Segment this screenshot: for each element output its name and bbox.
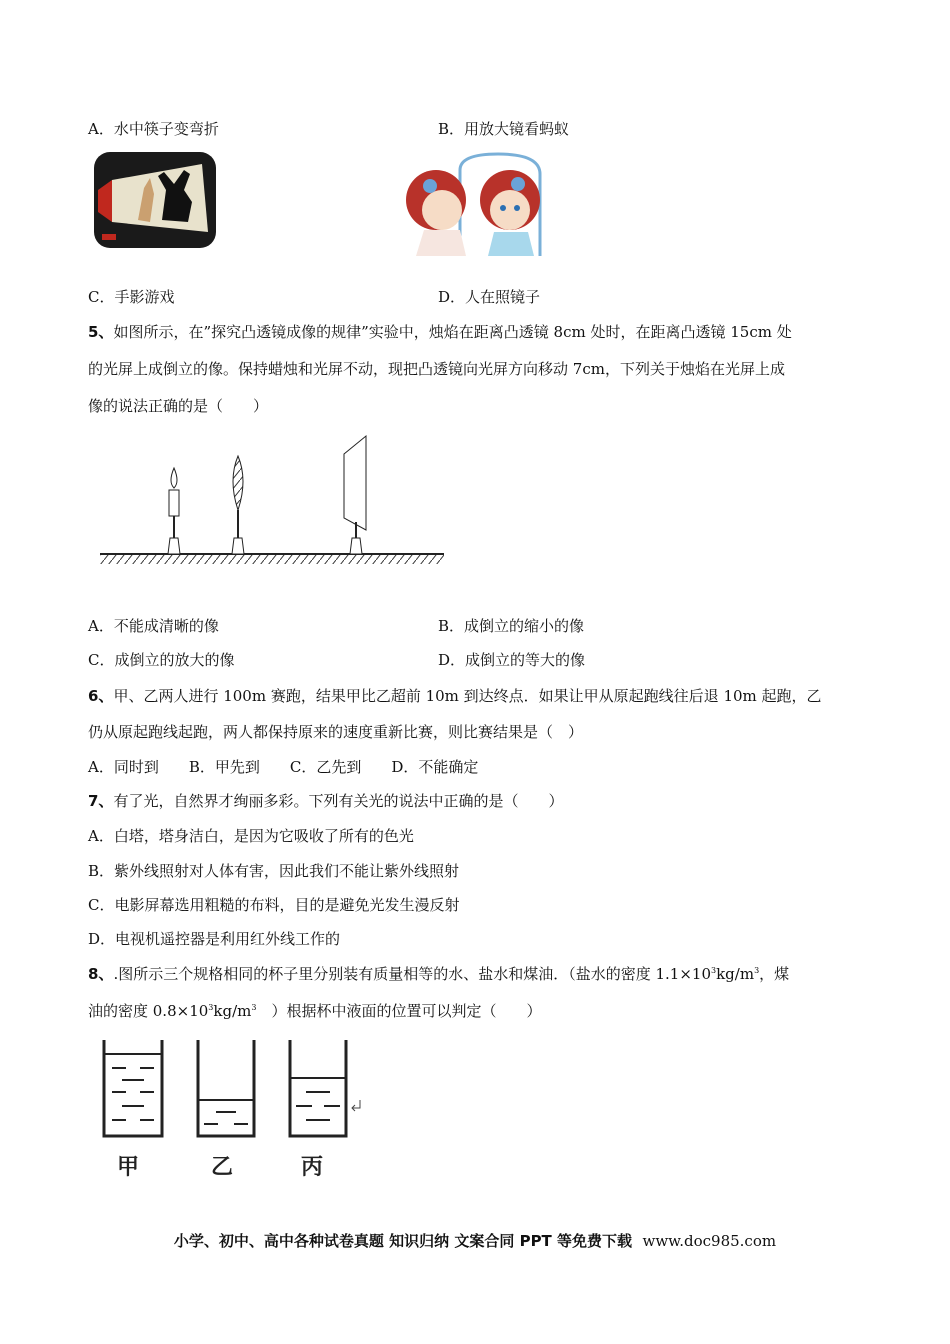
lens-experiment-figure bbox=[96, 430, 448, 570]
q8-text-line1: 8、.图所示三个规格相同的杯子里分别装有质量相等的水、盐水和煤油．（盐水的密度 $1.1\times 10^3kg/m^3$，煤 bbox=[88, 965, 790, 983]
q4-option-a: A．水中筷子变弯折 bbox=[88, 120, 219, 138]
cup-label-jia: 甲 bbox=[116, 1155, 140, 1180]
cup-yi bbox=[198, 1040, 254, 1136]
q6-number: 6、 bbox=[88, 687, 114, 705]
q5-text-line2: 的光屏上成倒立的像。保持蜡烛和光屏不动，现把凸透镜向光屏方向移动 7cm，下列关于烛焰在光屏上成 bbox=[88, 360, 785, 378]
q6-options: A．同时到 B．甲先到 C．乙先到 D．不能确定 bbox=[88, 758, 479, 776]
q5-number: 5、 bbox=[88, 323, 114, 341]
footer bbox=[0, 1230, 950, 1251]
mirror-girls-image bbox=[402, 150, 552, 256]
q5-option-c: C．成倒立的放大的像 bbox=[88, 651, 235, 669]
q5-option-b: B．成倒立的缩小的像 bbox=[438, 617, 585, 635]
q5-text-line1: 5、如图所示，在”探究凸透镜成像的规律”实验中，烛焰在距离凸透镜 8cm 处时，在距离凸透镜 15cm 处 bbox=[88, 323, 792, 341]
q4-option-c: C．手影游戏 bbox=[88, 288, 175, 306]
q7-option-b: B．紫外线照射对人体有害，因此我们不能让紫外线照射 bbox=[88, 862, 460, 880]
q7-number: 7、 bbox=[88, 792, 114, 810]
footer-url[interactable]: www.doc985.com bbox=[642, 1232, 777, 1250]
q7-option-d: D．电视机遥控器是利用红外线工作的 bbox=[88, 930, 341, 948]
q5-option-d: D．成倒立的等大的像 bbox=[438, 651, 586, 669]
q4-option-d: D．人在照镜子 bbox=[438, 288, 541, 306]
q8-number: 8、 bbox=[88, 965, 114, 983]
cup-jia bbox=[104, 1040, 162, 1136]
q5-text-line3: 像的说法正确的是（ ） bbox=[88, 397, 269, 415]
q7-text-line1: 7、有了光，自然界才绚丽多彩。下列有关光的说法中正确的是（ ） bbox=[88, 792, 564, 810]
hand-shadow-image bbox=[92, 150, 218, 250]
q5-option-a: A．不能成清晰的像 bbox=[88, 617, 219, 635]
cup-label-bing: 丙 bbox=[300, 1155, 324, 1180]
cup-label-yi: 乙 bbox=[210, 1155, 234, 1180]
q6-text-line2: 仍从原起跑线起跑，两人都保持原来的速度重新比赛，则比赛结果是（ ） bbox=[88, 723, 584, 741]
q7-option-a: A．白塔，塔身洁白，是因为它吸收了所有的色光 bbox=[88, 827, 414, 845]
q7-option-c: C．电影屏幕选用粗糙的布料，目的是避免光发生漫反射 bbox=[88, 896, 460, 914]
footer-text: 小学、初中、高中各种试卷真题 知识归纳 文案合同 PPT 等免费下载 bbox=[173, 1232, 633, 1250]
q4-option-b: B．用放大镜看蚂蚁 bbox=[438, 120, 570, 138]
cup-bing bbox=[290, 1040, 360, 1136]
three-cups-figure bbox=[98, 1036, 368, 1186]
q6-text-line1: 6、甲、乙两人进行 100m 赛跑，结果甲比乙超前 10m 到达终点．如果让甲从原起跑线往后退 10m 起跑，乙 bbox=[88, 687, 822, 705]
q8-text-line2: 油的密度 $0.8\times 10^3kg/m^3$ ）根据杯中液面的位置可以判定（ ） bbox=[88, 1002, 542, 1020]
